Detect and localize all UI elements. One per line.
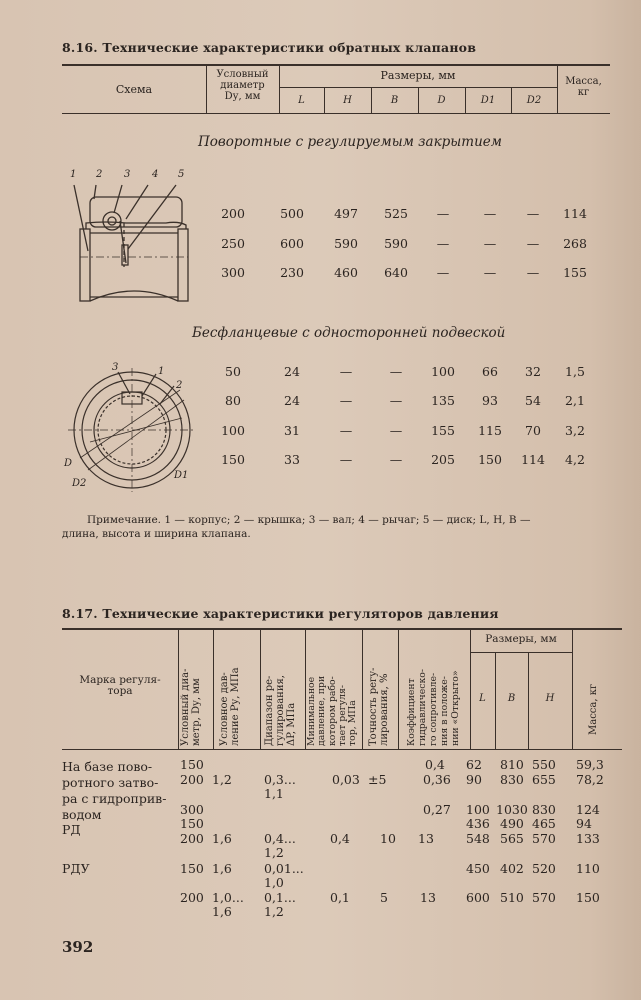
header-mass-line: кг — [577, 87, 590, 98]
table-cell: — — [436, 265, 450, 280]
header-mass — [557, 76, 610, 98]
header-line: Минимальное — [306, 676, 317, 746]
header-line: давление, при — [316, 675, 328, 746]
table-cell: 100 — [221, 423, 245, 438]
caption-flangeless: Бесфланцевые с односторонней подвеской — [192, 325, 506, 341]
fig2-label: D — [64, 458, 73, 469]
table-cell: — — [483, 265, 497, 280]
table-cell: 230 — [280, 265, 304, 280]
table-cell: 500 — [280, 206, 304, 221]
fig2-label: D1 — [174, 470, 189, 481]
header-line: метр, Dу, мм — [191, 678, 202, 746]
header-D: D — [437, 95, 446, 106]
table-cell: 0,1... — [264, 890, 296, 905]
table-cell: 150 — [221, 452, 245, 467]
table-cell: 5 — [380, 890, 388, 905]
table-cell: ±5 — [368, 772, 387, 787]
table-cell: 13 — [420, 890, 436, 905]
header-minp-rot — [307, 676, 358, 746]
rule — [470, 628, 471, 749]
table-cell: 205 — [431, 452, 455, 467]
header-line: Коэффициент — [406, 678, 417, 746]
table-cell: 1,0... — [212, 890, 244, 905]
header-L: L — [298, 95, 305, 106]
table-cell: 1,0 — [264, 875, 284, 890]
table-cell: 13 — [418, 831, 434, 846]
mark-line: ротного затво- — [62, 775, 159, 790]
caption-swing: Поворотные с регулируемым закрытием — [198, 134, 502, 150]
table-cell: — — [526, 265, 540, 280]
header-line: Диапазон ре- — [264, 675, 275, 746]
table-cell: 62 — [466, 757, 482, 772]
fig2-label: 2 — [176, 380, 183, 391]
table-cell: 450 — [466, 861, 490, 876]
header-dn-rot — [180, 669, 202, 746]
table-cell: 1,2 — [264, 904, 284, 919]
table-cell: 0,03 — [332, 772, 360, 787]
table-cell: 115 — [478, 423, 502, 438]
header-H-817: H — [545, 693, 555, 704]
header-L-817: L — [479, 693, 486, 704]
table-cell: 0,27 — [423, 802, 451, 817]
header-D1: D1 — [480, 95, 496, 106]
header-D2: D2 — [526, 95, 542, 106]
fig1-label: 3 — [124, 169, 131, 180]
table-cell: — — [389, 364, 403, 379]
rule — [62, 64, 610, 66]
fig1-label: 5 — [178, 169, 185, 180]
header-line: тает регуля- — [336, 685, 348, 746]
table-cell: 100 — [466, 802, 490, 817]
table-cell: 830 — [500, 772, 524, 787]
table-cell: — — [389, 423, 403, 438]
table-cell: — — [483, 206, 497, 221]
rule — [260, 628, 261, 749]
table-cell: 24 — [284, 364, 300, 379]
mark-rdu: РДУ — [62, 861, 90, 876]
table-cell: 150 — [180, 757, 204, 772]
header-scheme: Схема — [115, 83, 153, 96]
header-mass-rot: Масса, кг — [588, 683, 599, 735]
table-cell: 150 — [478, 452, 502, 467]
table-cell: 1030 — [496, 802, 528, 817]
table-cell: 0,01... — [264, 861, 304, 876]
table-cell: 94 — [576, 816, 592, 831]
note-line-2: длина, высота и ширина клапана. — [62, 528, 251, 540]
table-8-17-title: 8.17. Технические характеристики регуляторов давления — [62, 606, 499, 621]
table-cell: — — [436, 206, 450, 221]
table-cell: 0,4 — [330, 831, 350, 846]
table-cell: 548 — [466, 831, 490, 846]
table-cell: 4,2 — [565, 452, 585, 467]
rule — [178, 628, 179, 749]
table-cell: 497 — [334, 206, 358, 221]
table-cell: 1,2 — [264, 845, 284, 860]
table-cell: 31 — [284, 423, 300, 438]
table-cell: 570 — [532, 890, 556, 905]
table-cell: 268 — [563, 236, 587, 251]
wafer-check-valve-drawing — [60, 360, 205, 495]
table-cell: — — [526, 236, 540, 251]
note-line-1: Примечание. 1 — корпус; 2 — крышка; 3 — вал; 4 — рычаг; 5 — диск; L, H, B — — [87, 514, 531, 526]
header-line: ΔP, МПа — [286, 702, 297, 746]
fig1-label: 2 — [96, 169, 103, 180]
header-H: H — [343, 95, 352, 106]
table-cell: 110 — [576, 861, 600, 876]
header-line: гидравлическо- — [417, 668, 428, 746]
table-cell: 150 — [576, 890, 600, 905]
table-cell: 570 — [532, 831, 556, 846]
table-cell: 59,3 — [576, 757, 604, 772]
table-cell: 124 — [576, 802, 600, 817]
header-p-rot — [219, 667, 241, 746]
header-line: нии «Открыто» — [450, 670, 461, 746]
table-cell: — — [526, 206, 540, 221]
header-line: Условное дав- — [219, 672, 230, 746]
header-dn-line: диаметр — [220, 80, 265, 91]
table-cell: 200 — [221, 206, 245, 221]
table-cell: — — [339, 364, 353, 379]
table-cell: 490 — [500, 816, 524, 831]
table-cell: — — [339, 393, 353, 408]
table-cell: 150 — [180, 816, 204, 831]
table-cell: 1,5 — [565, 364, 585, 379]
table-cell: 655 — [532, 772, 556, 787]
table-cell: 1,2 — [212, 772, 232, 787]
header-line: лирования, % — [379, 673, 390, 746]
fig2-label: 1 — [158, 366, 165, 377]
table-cell: 114 — [563, 206, 587, 221]
header-B: B — [390, 95, 399, 106]
header-coef-rot — [406, 669, 461, 746]
table-cell: 0,1 — [330, 890, 350, 905]
table-cell: 24 — [284, 393, 300, 408]
table-cell: 1,6 — [212, 904, 232, 919]
table-cell: 0,36 — [423, 772, 451, 787]
header-mark-line: тора — [107, 685, 133, 697]
table-cell: 54 — [525, 393, 541, 408]
table-cell: 150 — [180, 861, 204, 876]
table-cell: 465 — [532, 816, 556, 831]
header-B-817: B — [507, 693, 516, 704]
table-cell: 2,1 — [565, 393, 585, 408]
table-cell: 100 — [431, 364, 455, 379]
table-cell: 600 — [466, 890, 490, 905]
mark-line: На базе пово- — [62, 759, 153, 774]
table-cell: — — [436, 236, 450, 251]
table-cell: 90 — [466, 772, 482, 787]
mark-line: ра с гидроприв- — [62, 791, 167, 806]
fig1-label: 1 — [70, 169, 77, 180]
table-cell: 0,4... — [264, 831, 296, 846]
table-cell: 300 — [221, 265, 245, 280]
header-line: го сопротивле- — [428, 672, 439, 746]
table-cell: 460 — [334, 265, 358, 280]
table-cell: 1,6 — [212, 861, 232, 876]
table-cell: 33 — [284, 452, 300, 467]
page-number: 392 — [62, 938, 94, 956]
table-cell: 133 — [576, 831, 600, 846]
rule — [62, 749, 622, 750]
header-mass-line: Масса, — [565, 76, 602, 87]
table-cell: — — [389, 452, 403, 467]
table-cell: 565 — [500, 831, 524, 846]
table-cell: — — [339, 423, 353, 438]
header-range-rot — [264, 675, 297, 746]
table-cell: 590 — [334, 236, 358, 251]
fig2-label: D2 — [72, 478, 87, 489]
table-cell: 510 — [500, 890, 524, 905]
table-cell: 810 — [500, 757, 524, 772]
header-line: Условный диа- — [180, 668, 191, 746]
table-cell: 155 — [563, 265, 587, 280]
table-cell: 1,6 — [212, 831, 232, 846]
table-cell: 0,3... — [264, 772, 296, 787]
header-line: ление Pу, МПа — [230, 667, 241, 746]
header-mark-line: Марка регуля- — [79, 674, 161, 686]
header-line: котором рабо- — [326, 676, 338, 746]
header-line: ния в положе- — [439, 676, 450, 746]
fig1-label: 4 — [152, 169, 159, 180]
rule — [572, 628, 573, 749]
rule — [213, 628, 214, 749]
fig2-label: 3 — [112, 362, 119, 373]
table-cell: 200 — [180, 772, 204, 787]
table-cell: 0,4 — [425, 757, 445, 772]
table-cell: 520 — [532, 861, 556, 876]
header-dn-line: Dу, мм — [224, 91, 261, 102]
table-cell: 590 — [384, 236, 408, 251]
table-cell: 436 — [466, 816, 490, 831]
table-cell: 32 — [525, 364, 541, 379]
header-sizes-817: Размеры, мм — [485, 633, 557, 645]
table-cell: 70 — [525, 423, 541, 438]
header-line: гулирования, — [275, 675, 286, 746]
rule — [362, 628, 363, 749]
table-cell: 135 — [431, 393, 455, 408]
header-line: Точность регу- — [368, 667, 379, 746]
table-cell: 114 — [521, 452, 545, 467]
header-sizes: Размеры, мм — [380, 69, 456, 82]
table-cell: 200 — [180, 831, 204, 846]
table-cell: 300 — [180, 802, 204, 817]
table-cell: 50 — [225, 364, 241, 379]
header-line: тор, МПа — [347, 700, 359, 746]
rule — [398, 628, 399, 749]
table-cell: 525 — [384, 206, 408, 221]
table-cell: 402 — [500, 861, 524, 876]
table-cell: 250 — [221, 236, 245, 251]
table-cell: — — [339, 452, 353, 467]
header-acc-rot — [368, 667, 390, 746]
table-cell: 1,1 — [264, 786, 284, 801]
table-cell: 640 — [384, 265, 408, 280]
table-cell: 80 — [225, 393, 241, 408]
table-cell: 66 — [482, 364, 498, 379]
table-cell: 550 — [532, 757, 556, 772]
table-8-16-title: 8.16. Технические характеристики обратных клапанов — [62, 40, 477, 55]
rule — [62, 628, 622, 630]
table-cell: 830 — [532, 802, 556, 817]
table-cell: 600 — [280, 236, 304, 251]
table-cell: 3,2 — [565, 423, 585, 438]
mark-rotary-gate — [62, 759, 166, 823]
table-cell: 93 — [482, 393, 498, 408]
mark-line: водом — [62, 807, 102, 822]
table-cell: 200 — [180, 890, 204, 905]
table-cell: 10 — [380, 831, 396, 846]
table-cell: — — [483, 236, 497, 251]
header-dn-line: Условный — [216, 69, 269, 80]
rule — [470, 652, 572, 653]
table-cell: — — [389, 393, 403, 408]
header-dn — [206, 69, 279, 102]
table-cell: 78,2 — [576, 772, 604, 787]
mark-rd: РД — [62, 822, 81, 837]
header-mark — [62, 675, 178, 697]
rule — [62, 113, 610, 114]
swing-check-valve-drawing — [66, 163, 196, 308]
table-cell: 155 — [431, 423, 455, 438]
